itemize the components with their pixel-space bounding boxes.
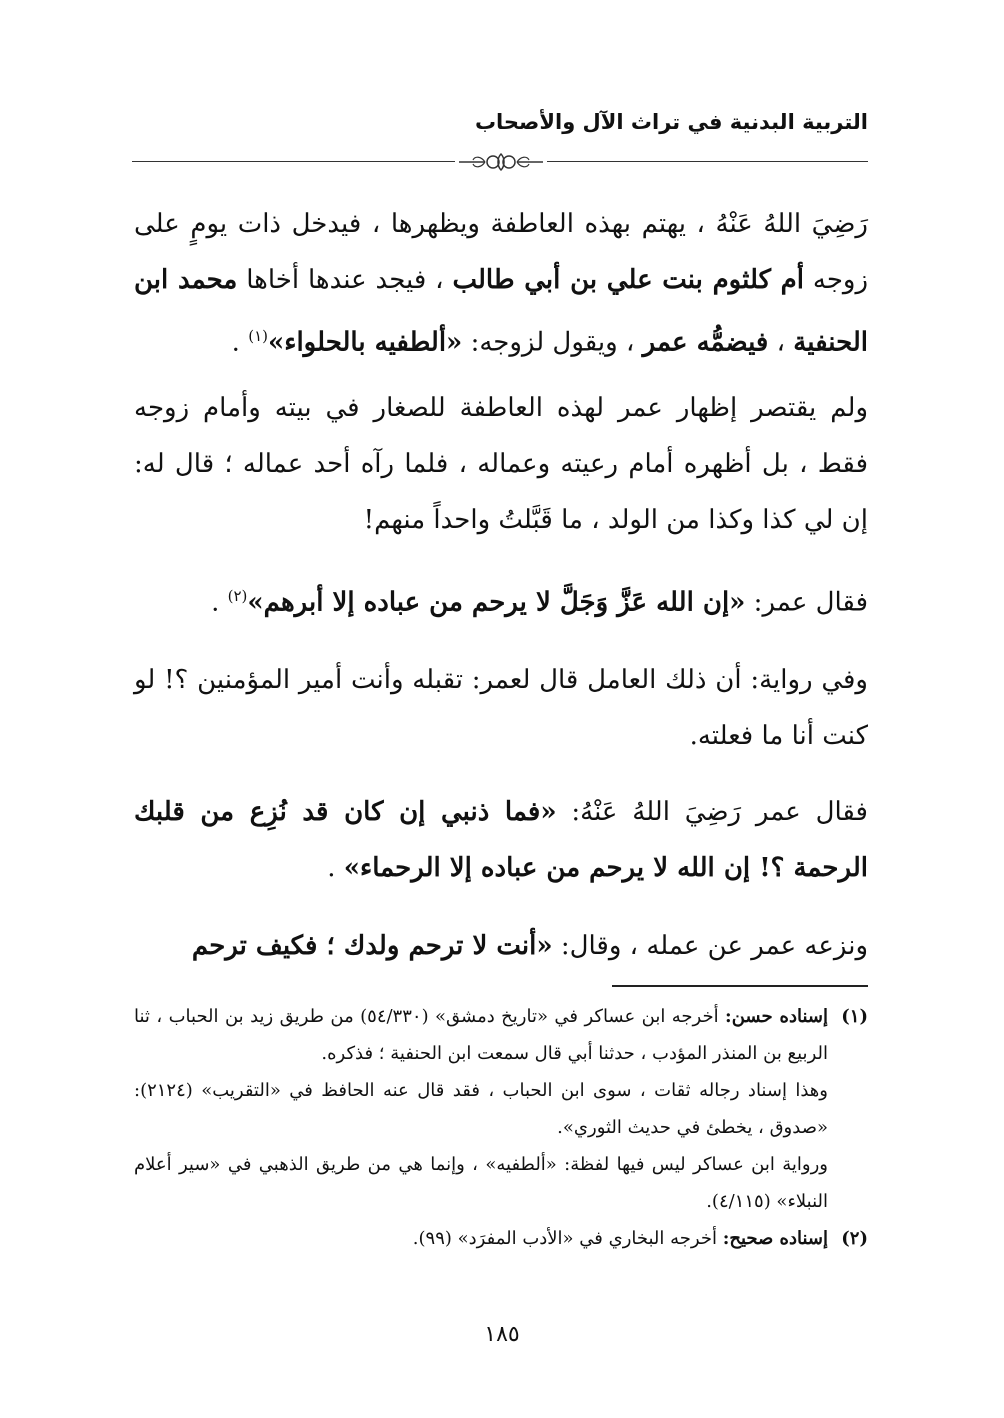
footnote-text: أخرجه ابن عساكر في «تاريخ دمشق» (٥٤/٣٣٠) من طريق زيد بن الحباب ، ثنا الربيع بن المنذر المؤدب ، حدثنا أبي قال سمعت ابن الحنفية ؛ فذكره. [134, 1006, 828, 1064]
p5-text: . [327, 853, 344, 883]
footnote-1 [134, 998, 868, 1220]
p1-name-ibn-hanafiyya: محمد ابن الحنفية [134, 265, 868, 358]
p1-text: رَضِيَ اللهُ عَنْهُ ، يهتم بهذه العاطفة ويظهرها ، فيدخل ذات يومٍ على زوجه [134, 209, 868, 295]
ornament-icon [455, 150, 547, 174]
p1-text: ، ويقول لزوجه: [462, 327, 643, 358]
p3-text: . [211, 587, 228, 618]
p1-text: . [231, 327, 249, 358]
p1-embrace: فيضمُّه عمر [642, 327, 769, 358]
paragraph-5 [134, 784, 920, 896]
p5-text: فقال عمر رَضِيَ اللهُ عَنْهُ: [556, 797, 868, 827]
p1-text: ، فيجد عندها أخاها [237, 265, 453, 295]
footnote-text: ورواية ابن عساكر ليس فيها لفظة: «ألطفيه» ، وإنما هي من طريق الذهبي في «سير أعلام النبلاء» (٤/١١٥). [134, 1154, 828, 1212]
p1-quote: «ألطفيه بالحلواء» [267, 327, 463, 358]
footnote-number: (١) [841, 1006, 868, 1027]
p3-quote: «إن الله عَزَّ وَجَلَّ لا يرحم من عباده إلا أبرهم» [247, 587, 746, 618]
page-number: ١٨٥ [484, 1322, 520, 1347]
footnote-2 [134, 1220, 868, 1257]
footnotes [134, 998, 868, 1257]
paragraph-6 [134, 918, 920, 974]
p6-text: ونزعه عمر عن عمله ، وقال: [552, 931, 868, 961]
p1-text: ، [768, 327, 794, 358]
paragraph-2: ولم يقتصر إظهار عمر لهذه العاطفة للصغار في بيته وأمام زوجه فقط ، بل أظهره أمام رعيته وعماله ، فلما رآه أحد عماله ؛ قال له: إن لي كذا وكذا من الولد ، ما قَبَّلتُ واحداً منهم! [134, 393, 868, 535]
footnote-text: وهذا إسناد رجاله ثقات ، سوى ابن الحباب ، فقد قال عنه الحافظ في «التقريب» (٢١٢٤): «صدوق ، يخطئ في حديث الثوري». [134, 1080, 828, 1138]
footnote-ref-2[interactable]: (٢) [227, 587, 248, 605]
paragraph-1 [134, 196, 868, 371]
p1-name-umm-kulthum: أم كلثوم بنت علي بن أبي طالب [452, 265, 804, 295]
paragraph-4: وفي رواية: أن ذلك العامل قال لعمر: تقبله وأنت أمير المؤمنين ؟! لو كنت أنا ما فعلته. [134, 665, 868, 751]
footnote-separator [612, 985, 868, 987]
footnote-number: (٢) [841, 1228, 868, 1249]
paragraph-3 [134, 568, 920, 631]
footnote-grade: إسناده حسن: [725, 1006, 828, 1027]
running-header-title: التربية البدنية في تراث الآل والأصحاب [474, 110, 868, 134]
footnote-grade: إسناده صحيح: [722, 1228, 828, 1249]
footnote-ref-1[interactable]: (١) [248, 327, 268, 345]
p3-text: فقال عمر: [745, 587, 868, 618]
p5-quote: «فما ذنبي إن كان قد نُزِع من قلبك الرحمة ؟! إن الله لا يرحم من عباده إلا الرحماء» [134, 797, 868, 883]
p6-quote: «أنت لا ترحم ولدك ؛ فكيف ترحم [191, 931, 553, 961]
footnote-text: أخرجه البخاري في «الأدب المفرَد» (٩٩). [412, 1228, 723, 1249]
